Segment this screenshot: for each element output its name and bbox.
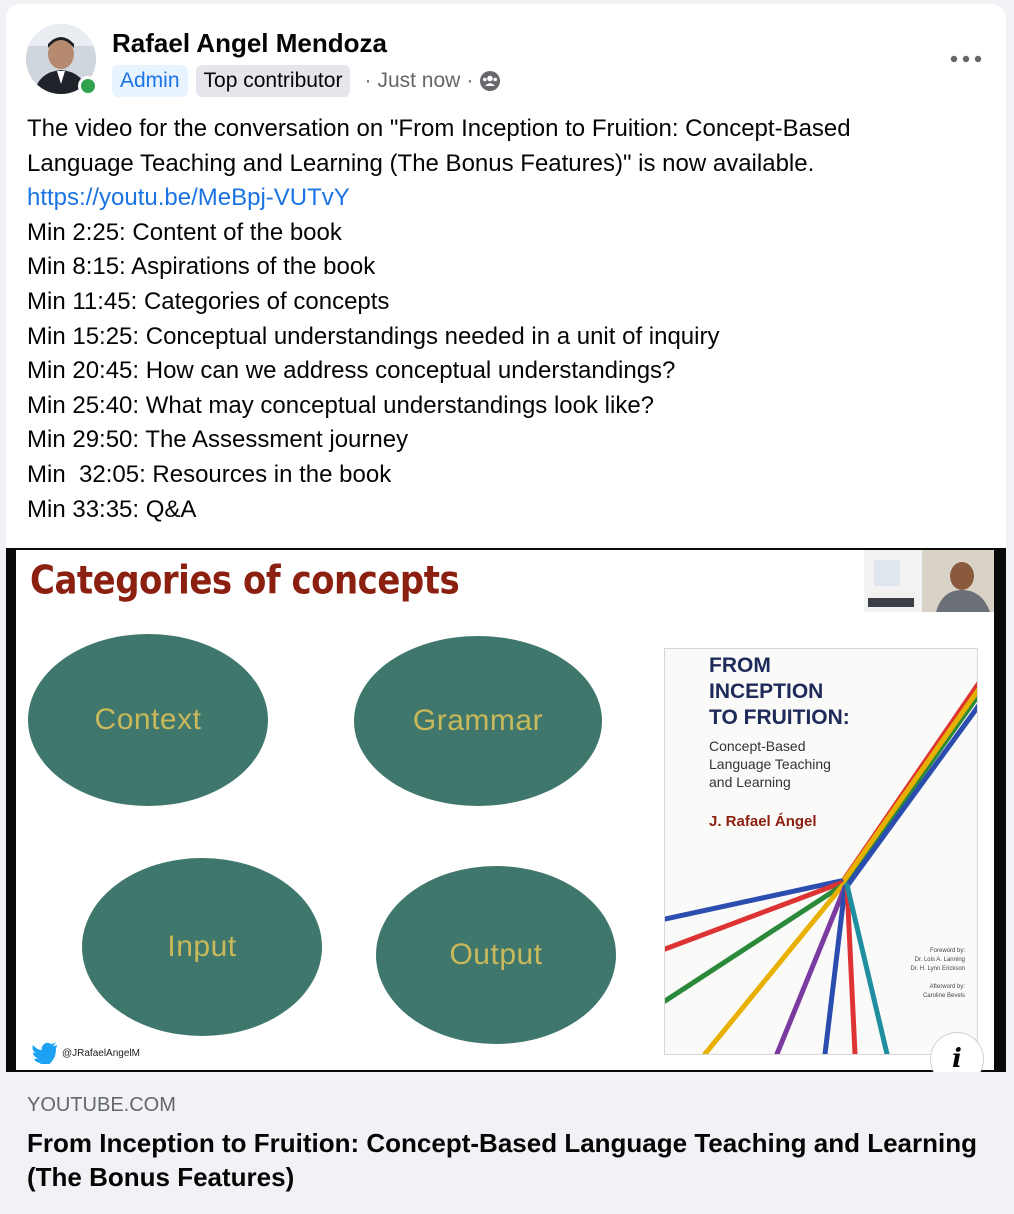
more-options-icon[interactable] bbox=[944, 44, 988, 74]
link-title[interactable]: From Inception to Fruition: Concept-Based Language Teaching and Learning (The Bonus Features) bbox=[27, 1128, 977, 1192]
concept-context: Context bbox=[28, 634, 268, 806]
admin-badge: Admin bbox=[112, 65, 188, 97]
timestamp-line: Min 8:15: Aspirations of the book bbox=[27, 253, 376, 281]
link-preview[interactable] bbox=[6, 1072, 1006, 1214]
post-text bbox=[27, 112, 987, 527]
post-header bbox=[6, 4, 1006, 114]
timestamp-line: Min 32:05: Resources in the book bbox=[27, 460, 392, 488]
post-meta bbox=[112, 64, 501, 98]
timestamp-line: Min 20:45: How can we address conceptual understandings? bbox=[27, 357, 676, 385]
timestamp-line: Min 29:50: The Assessment journey bbox=[27, 426, 409, 454]
book-subtitle: Concept-Based Language Teaching and Learning bbox=[709, 738, 831, 790]
slide bbox=[16, 550, 994, 1070]
timestamp-line: Min 2:25: Content of the book bbox=[27, 218, 342, 246]
post-timestamp[interactable]: Just now bbox=[377, 69, 461, 92]
top-contributor-badge: Top contributor bbox=[196, 65, 351, 97]
timestamp-line: Min 11:45: Categories of concepts bbox=[27, 287, 390, 315]
online-status-indicator bbox=[78, 76, 98, 96]
book-cover bbox=[664, 648, 978, 1055]
presenter-video bbox=[864, 550, 994, 612]
video-thumbnail[interactable] bbox=[6, 548, 1006, 1072]
author-name[interactable]: Rafael Angel Mendoza bbox=[112, 28, 387, 58]
book-credits: Foreword by: Dr. Lois A. Lanning Dr. H. Lynn Erickson Afterword by: Caroline Bevels bbox=[910, 948, 965, 999]
timestamp-line: Min 25:40: What may conceptual understandings look like? bbox=[27, 391, 655, 419]
book-title: FROM INCEPTION TO FRUITION: bbox=[709, 654, 850, 729]
info-icon[interactable]: i bbox=[930, 1032, 984, 1072]
slide-title: Categories of concepts bbox=[30, 558, 460, 604]
video-link[interactable]: https://youtu.be/MeBpj-VUTvY bbox=[27, 184, 350, 212]
post-text-line: Language Teaching and Learning (The Bonus Features)" is now available. bbox=[27, 149, 815, 177]
meta-separator: · bbox=[466, 69, 474, 92]
concept-output: Output bbox=[376, 866, 616, 1044]
twitter-handle: @JRafaelAngelM bbox=[62, 1048, 140, 1059]
post-text-line: The video for the conversation on "From Inception to Fruition: Concept-Based bbox=[27, 115, 851, 142]
twitter-icon bbox=[32, 1042, 58, 1064]
link-domain: YOUTUBE.COM bbox=[27, 1094, 176, 1116]
post-card bbox=[6, 4, 1006, 1214]
webcam-overlay bbox=[864, 550, 994, 612]
concept-input: Input bbox=[82, 858, 322, 1036]
group-icon[interactable] bbox=[479, 70, 501, 92]
book-author: J. Rafael Ángel bbox=[709, 813, 817, 830]
timestamp-line: Min 15:25: Conceptual understandings needed in a unit of inquiry bbox=[27, 322, 720, 350]
concept-grammar: Grammar bbox=[354, 636, 602, 806]
timestamp-line: Min 33:35: Q&A bbox=[27, 495, 197, 523]
meta-separator: · bbox=[364, 69, 372, 92]
